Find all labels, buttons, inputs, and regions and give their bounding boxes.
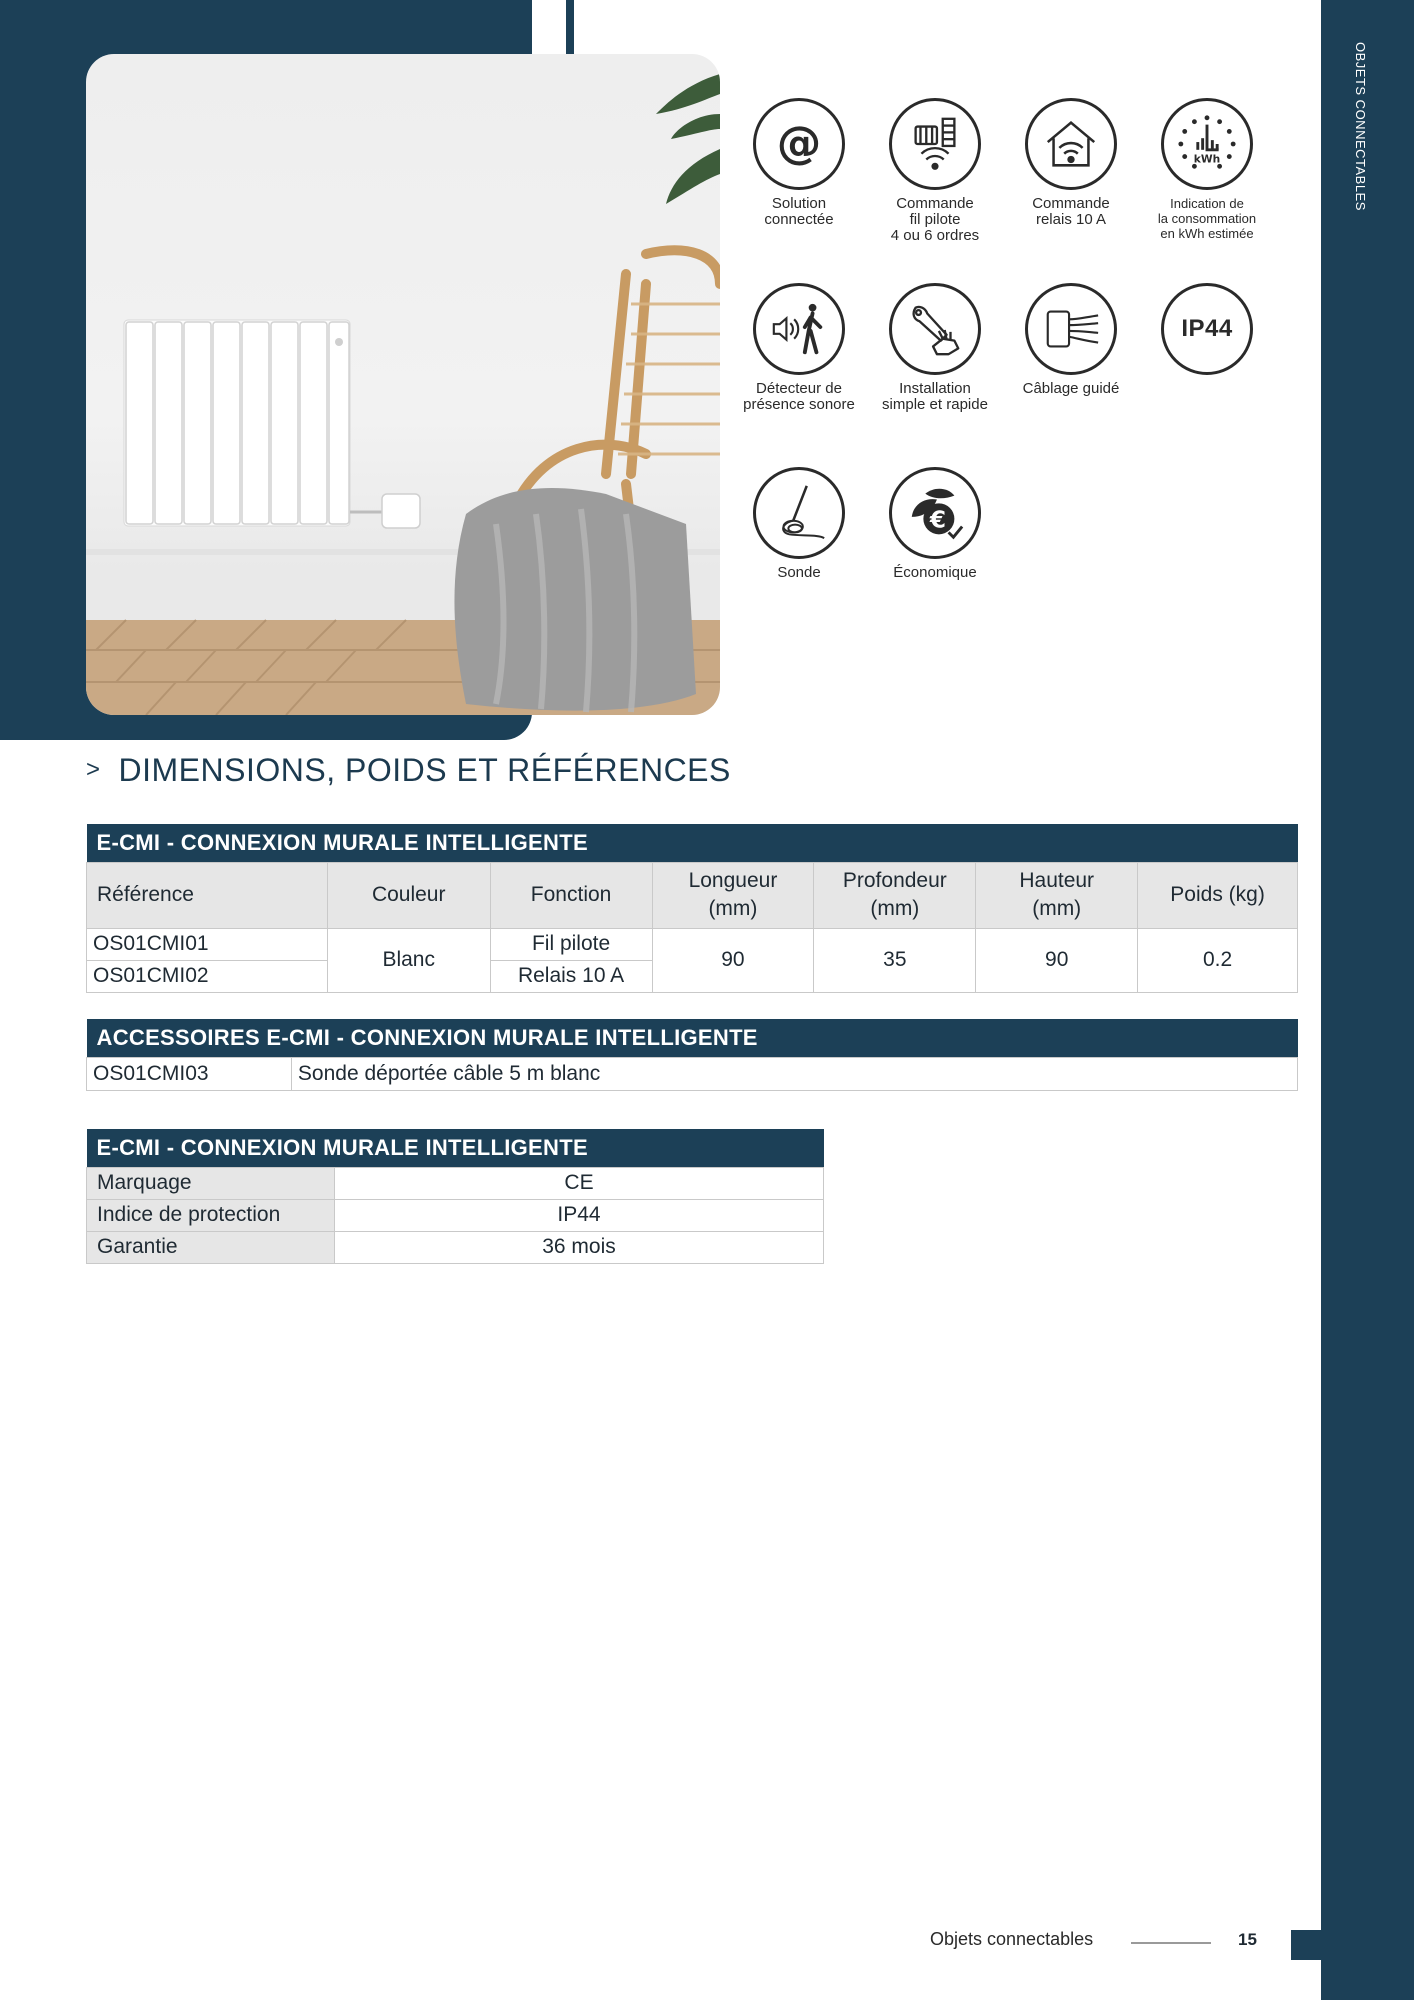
reference-cell: OS01CMI02 (87, 960, 328, 992)
feature-guided-wiring: Câblage guidé (1002, 283, 1140, 397)
ip44-badge-icon: IP44 (1161, 283, 1253, 375)
feature-relay: Commande relais 10 A (1002, 98, 1140, 228)
page-tab-marker (1291, 1930, 1321, 1960)
svg-text:€: € (929, 506, 946, 534)
kwh-clock-icon (1161, 98, 1253, 190)
feature-presence-detector: Détecteur de présence sonore (730, 283, 868, 413)
feature-connected-solution: @ Solution connectée (730, 98, 868, 228)
footer-divider (1131, 1942, 1211, 1944)
background-divider (566, 0, 574, 54)
spec-value: IP44 (335, 1199, 824, 1231)
height-cell: 90 (976, 928, 1138, 992)
guided-wiring-icon (1025, 283, 1117, 375)
footer-section-name: Objets connectables (930, 1929, 1094, 1949)
feature-economical: € Économique (866, 467, 1004, 581)
chevron-right-icon: > (86, 756, 101, 783)
euro-leaf-icon (889, 467, 981, 559)
column-header: Couleur (327, 862, 490, 928)
side-section-label: OBJETS CONNECTABLES (1353, 42, 1368, 211)
accessories-table (86, 1019, 1298, 1091)
column-header: Longueur (mm) (652, 862, 814, 928)
description-cell: Sonde déportée câble 5 m blanc (291, 1057, 1297, 1090)
probe-icon (753, 467, 845, 559)
feature-probe: Sonde (730, 467, 868, 581)
column-header: Fonction (490, 862, 652, 928)
table-header-row (87, 862, 1298, 928)
radiator-illustration (124, 320, 420, 528)
presence-sound-icon (753, 283, 845, 375)
reference-cell: OS01CMI01 (87, 928, 328, 960)
table-row (87, 1057, 1298, 1090)
feature-easy-install: Installation simple et rapide (866, 283, 1004, 413)
column-header: Profondeur (mm) (814, 862, 976, 928)
table-row (87, 1231, 824, 1263)
at-sign-icon (753, 98, 845, 190)
spec-value: CE (335, 1167, 824, 1199)
svg-text:@: @ (776, 116, 822, 169)
function-cell: Relais 10 A (490, 960, 652, 992)
svg-text:kWh: kWh (1193, 152, 1221, 166)
spec-key: Indice de protection (87, 1199, 335, 1231)
table-row (87, 928, 1298, 960)
spec-key: Garantie (87, 1231, 335, 1263)
table-caption: E-CMI - CONNEXION MURALE INTELLIGENTE (87, 824, 1298, 862)
column-header: Référence (87, 862, 328, 928)
house-wifi-icon (1025, 98, 1117, 190)
dimensions-table (86, 824, 1298, 993)
section-heading-text: DIMENSIONS, POIDS ET RÉFÉRENCES (118, 752, 731, 788)
feature-pilot-wire: Commande fil pilote 4 ou 6 ordres (866, 98, 1004, 244)
radiator-wifi-icon (889, 98, 981, 190)
wrench-hand-icon (889, 283, 981, 375)
table-row (87, 1167, 824, 1199)
spec-value: 36 mois (335, 1231, 824, 1263)
spec-key: Marquage (87, 1167, 335, 1199)
table-caption: E-CMI - CONNEXION MURALE INTELLIGENTE (87, 1129, 824, 1167)
section-heading (86, 752, 731, 789)
feature-ip44 (1138, 283, 1276, 375)
table-row (87, 1199, 824, 1231)
specifications-table (86, 1129, 824, 1264)
product-photo (86, 54, 720, 715)
reference-cell: OS01CMI03 (87, 1057, 292, 1090)
weight-cell: 0.2 (1138, 928, 1298, 992)
column-header: Poids (kg) (1138, 862, 1298, 928)
color-cell: Blanc (327, 928, 490, 992)
column-header: Hauteur (mm) (976, 862, 1138, 928)
background-band-right (1321, 0, 1414, 2000)
length-cell: 90 (652, 928, 814, 992)
feature-consumption-kwh: kWh Indication de la consommation en kWh estimée (1138, 98, 1276, 241)
table-caption: ACCESSOIRES E-CMI - CONNEXION MURALE INTELLIGENTE (87, 1019, 1298, 1057)
function-cell: Fil pilote (490, 928, 652, 960)
depth-cell: 35 (814, 928, 976, 992)
page-number: 15 (1238, 1930, 1257, 1949)
